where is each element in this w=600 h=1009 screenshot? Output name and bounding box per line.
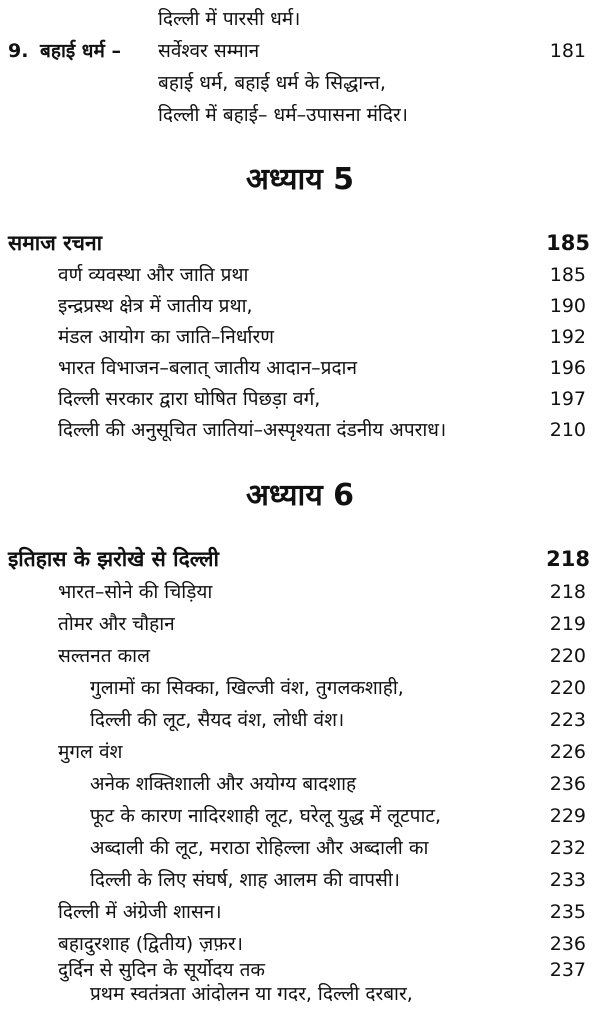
section-heading [0,544,600,574]
toc-entry [0,384,600,414]
page-number: 235 [549,901,586,923]
toc-entry-text: वर्ण व्यवस्था और जाति प्रथा [58,264,249,286]
toc-entry [0,641,600,671]
page-number: 219 [549,613,586,635]
page-number: 223 [549,709,586,731]
toc-entry-text: तोमर और चौहान [58,613,175,635]
chapter-heading: अध्याय 6 [245,478,355,513]
page-number: 226 [549,741,586,763]
toc-entry [0,322,600,352]
page-number: 233 [549,869,586,891]
section-page-number: 218 [546,547,590,571]
page-number: 236 [549,933,586,955]
toc-entry-text: दिल्ली की अनुसूचित जातियां–अस्पृश्यता दंडनीय अपराध। [58,419,447,441]
toc-entry-item9 [0,36,600,66]
toc-entry [0,705,600,735]
toc-entry-text: बहादुरशाह (द्वितीय) ज़फ़र। [58,933,243,955]
toc-entry [0,291,600,321]
page-number: 236 [549,773,586,795]
toc-entry-text: दुर्दिन से सुदिन के सूर्योदय तक [58,959,265,981]
toc-entry [0,68,600,98]
toc-entry-text: सर्वेश्वर सम्मान [158,40,260,62]
toc-entry-text: दिल्ली सरकार द्वारा घोषित पिछड़ा वर्ग, [58,388,321,410]
toc-entry-text: मुगल वंश [58,741,123,763]
toc-entry-text: भारत–सोने की चिड़िया [58,581,213,603]
toc-entry [0,353,600,383]
page-number: 229 [549,805,586,827]
toc-entry [0,801,600,831]
toc-entry [0,4,600,34]
toc-entry [0,833,600,863]
page-number: 181 [549,40,586,62]
toc-entry [0,577,600,607]
toc-entry-text: बहाई धर्म, बहाई धर्म के सिद्धान्त, [158,72,386,94]
toc-entry [0,979,600,1009]
toc-entry-text: सल्तनत काल [58,645,150,667]
toc-entry [0,260,600,290]
toc-entry [0,609,600,639]
toc-entry [0,415,600,445]
page-number: 190 [549,295,586,317]
section-title: इतिहास के झरोखे से दिल्ली [8,547,219,571]
toc-entry [0,673,600,703]
section-heading [0,228,600,258]
page-number: 218 [549,581,586,603]
page-number: 192 [549,326,586,348]
section-page-number: 185 [546,231,590,255]
toc-entry-text: दिल्ली के लिए संघर्ष, शाह आलम की वापसी। [90,869,401,891]
page-number: 232 [549,837,586,859]
section-title: समाज रचना [8,231,103,255]
toc-entry-text: भारत विभाजन–बलात् जातीय आदान–प्रदान [58,357,358,379]
toc-entry [0,897,600,927]
chapter-heading: अध्याय 5 [245,162,355,197]
page-number: 197 [549,388,586,410]
page-number: 210 [549,419,586,441]
toc-entry-text: गुलामों का सिक्का, खिल्जी वंश, तुगलकशाही, [90,677,404,699]
toc-entry-text: प्रथम स्वतंत्रता आंदोलन या गदर, दिल्ली दरबार, [90,983,413,1005]
page-number: 185 [549,264,586,286]
toc-entry-text: इन्द्रप्रस्थ क्षेत्र में जातीय प्रथा, [58,295,253,317]
page-number: 220 [549,677,586,699]
item-title: बहाई धर्म – [40,40,121,62]
toc-entry-text: अब्दाली की लूट, मराठा रोहिल्ला और अब्दाली का [90,837,429,859]
toc-entry-text: दिल्ली में अंग्रेजी शासन। [58,901,222,923]
toc-entry-text: दिल्ली में पारसी धर्म। [158,8,301,30]
toc-entry-text: दिल्ली की लूट, सैयद वंश, लोधी वंश। [90,709,345,731]
toc-entry-text: मंडल आयोग का जाति–निर्धारण [58,326,274,348]
toc-entry [0,737,600,767]
toc-entry [0,865,600,895]
page-number: 220 [549,645,586,667]
page-number: 237 [549,959,586,981]
toc-entry-text: फूट के कारण नादिरशाही लूट, घरेलू युद्ध में लूटपाट, [90,805,441,827]
page-number: 196 [549,357,586,379]
toc-entry [0,100,600,130]
item-number: 9. [8,40,29,62]
toc-entry-text: दिल्ली में बहाई– धर्म–उपासना मंदिर। [158,104,408,126]
toc-entry [0,769,600,799]
toc-entry-text: अनेक शक्तिशाली और अयोग्य बादशाह [90,773,357,795]
